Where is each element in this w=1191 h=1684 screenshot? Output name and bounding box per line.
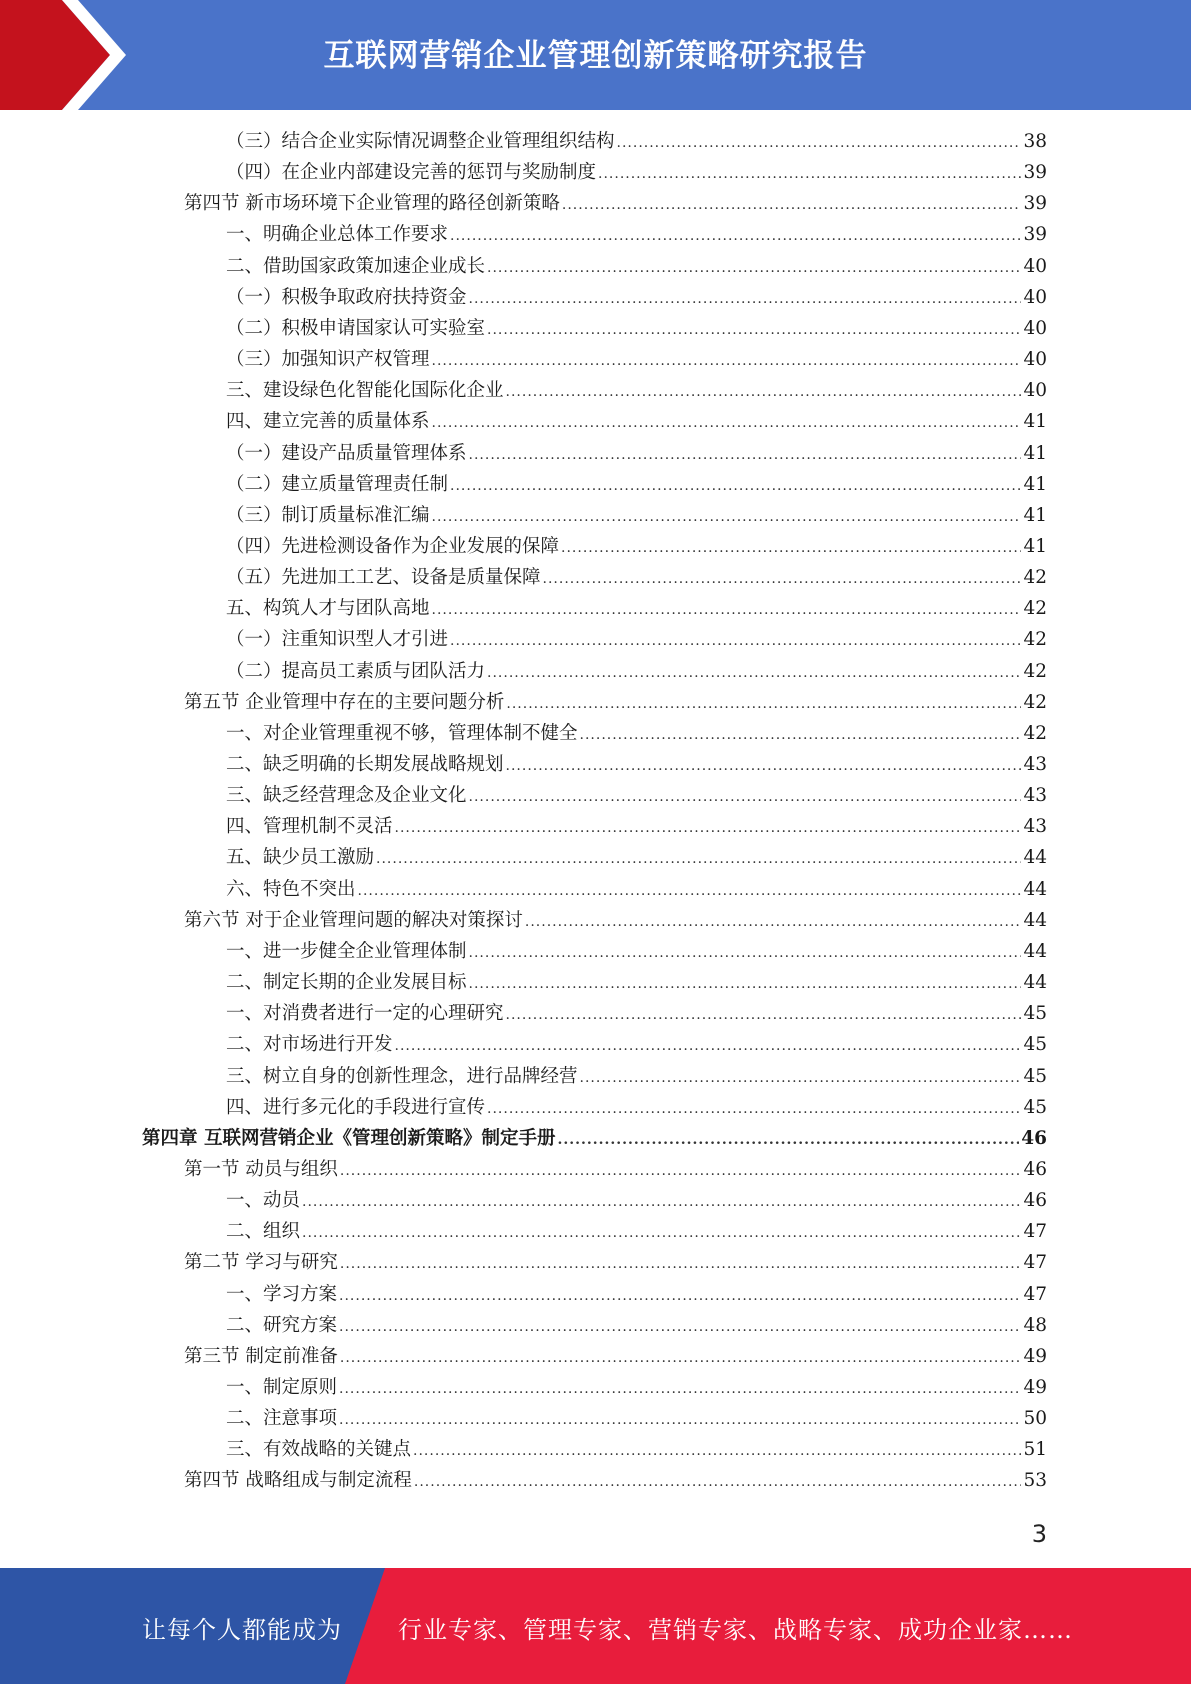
toc-entry-label: 第四节 新市场环境下企业管理的路径创新策略 [184,193,560,215]
toc-entry-label: （五）先进加工工艺、设备是质量保障 [226,567,541,589]
toc-entry[interactable] [226,1185,1047,1216]
toc-entry-label: 四、建立完善的质量体系 [226,411,430,433]
toc-leader-dots [339,1374,1021,1405]
toc-entry[interactable] [226,811,1047,842]
toc-entry-label: （二）提高员工素质与团队活力 [226,660,486,682]
toc-entry-page: 41 [1023,504,1047,526]
toc-entry-page: 44 [1023,940,1047,962]
toc-entry[interactable] [226,1372,1047,1403]
toc-entry[interactable] [226,219,1047,250]
toc-entry-page: 47 [1023,1221,1047,1243]
toc-entry-label: 第三节 制定前准备 [184,1345,338,1367]
toc-entry-label: 二、组织 [226,1221,301,1243]
toc-entry[interactable] [226,438,1047,469]
toc-entry-label: （三）结合企业实际情况调整企业管理组织结构 [226,131,615,152]
toc-entry-page: 42 [1023,629,1047,651]
toc-entry-label: 一、制定原则 [226,1377,338,1398]
toc-leader-dots [506,377,1022,408]
toc-entry-page: 41 [1023,411,1047,433]
toc-entry-page: 45 [1023,1003,1047,1025]
toc-entry[interactable] [226,1434,1047,1465]
toc-entry-label: 第四章 互联网营销企业《管理创新策略》制定手册 [142,1127,556,1149]
toc-entry-page: 44 [1023,909,1047,931]
toc-leader-dots [432,408,1022,439]
toc-entry[interactable] [226,967,1047,998]
toc-entry-page: 39 [1023,193,1047,215]
toc-entry-label: 第五节 企业管理中存在的主要问题分析 [184,691,505,713]
toc-leader-dots [557,1125,1019,1156]
toc-entry-page: 47 [1023,1252,1047,1274]
toc-entry[interactable] [142,1123,1047,1154]
toc-entry[interactable] [226,1279,1047,1310]
toc-entry-page: 42 [1023,567,1047,589]
toc-leader-dots [432,595,1022,626]
toc-leader-dots [339,1281,1021,1312]
toc-leader-dots [469,284,1022,315]
toc-entry-page: 43 [1023,816,1047,838]
toc-entry[interactable] [226,562,1047,593]
toc-entry[interactable] [226,126,1047,157]
toc-leader-dots [561,533,1021,564]
toc-leader-dots [506,1000,1022,1031]
toc-leader-dots [562,190,1022,221]
toc-entry-label: 第二节 学习与研究 [184,1252,338,1274]
toc-entry-page: 42 [1023,660,1047,682]
toc-entry-page: 45 [1023,1096,1047,1118]
toc-leader-dots [339,1312,1021,1343]
toc-entry-page: 47 [1023,1283,1047,1305]
toc-entry-page: 45 [1023,1034,1047,1056]
toc-entry-page: 40 [1023,349,1047,371]
toc-entry[interactable] [226,656,1047,687]
footer-slogan-right: 行业专家、管理专家、营销专家、战略专家、成功企业家…… [398,1616,1073,1644]
toc-leader-dots [469,782,1022,813]
toc-entry-page: 50 [1023,1408,1047,1430]
toc-entry[interactable] [226,936,1047,967]
toc-entry-label: 一、进一步健全企业管理体制 [226,940,467,962]
toc-entry-label: 二、借助国家政策加速企业成长 [226,255,486,277]
toc-entry-label: （二）积极申请国家认可实验室 [226,317,486,339]
toc-entry-label: （一）积极争取政府扶持资金 [226,286,467,308]
toc-entry[interactable] [226,874,1047,905]
toc-leader-dots [487,253,1021,284]
toc-entry[interactable] [226,1216,1047,1247]
toc-leader-dots [450,221,1021,252]
toc-entry-label: 二、制定长期的企业发展目标 [226,972,467,994]
toc-entry-label: 二、注意事项 [226,1408,338,1430]
toc-entry-label: 第一节 动员与组织 [184,1158,338,1180]
toc-leader-dots [376,844,1021,875]
toc-entry[interactable] [184,687,1047,718]
toc-leader-dots [432,346,1022,377]
toc-leader-dots [340,1343,1022,1374]
toc-entry-label: 三、树立自身的创新性理念，进行品牌经营 [226,1065,578,1087]
footer-slogan-left: 让每个人都能成为 [142,1616,342,1644]
toc-leader-dots [617,128,1022,159]
toc-leader-dots [506,751,1022,782]
toc-entry-page: 42 [1023,598,1047,620]
page-footer [0,1568,1191,1684]
toc-entry[interactable] [226,1403,1047,1434]
toc-entry-label: （一）建设产品质量管理体系 [226,442,467,464]
toc-entry-label: 五、构筑人才与团队高地 [226,598,430,620]
toc-entry-page: 39 [1023,224,1047,246]
toc-leader-dots [469,969,1022,1000]
toc-entry-label: （二）建立质量管理责任制 [226,473,449,495]
toc-leader-dots [450,626,1021,657]
toc-entry[interactable] [226,998,1047,1029]
toc-leader-dots [525,907,1022,938]
toc-entry-label: 五、缺少员工激励 [226,847,375,869]
toc-entry-label: 二、缺乏明确的长期发展战略规划 [226,754,504,775]
toc-entry-label: （三）制订质量标准汇编 [226,504,430,526]
toc-entry-page: 44 [1023,847,1047,869]
toc-leader-dots [414,1467,1022,1498]
toc-entry-label: 二、研究方案 [226,1314,338,1336]
toc-entry[interactable] [226,500,1047,531]
toc-entry-page: 43 [1023,785,1047,807]
toc-entry[interactable] [226,1029,1047,1060]
toc-entry[interactable] [226,282,1047,313]
toc-entry[interactable] [226,375,1047,406]
toc-entry-label: （一）注重知识型人才引进 [226,629,449,651]
toc-entry[interactable] [226,469,1047,500]
toc-entry-page: 41 [1023,442,1047,464]
toc-entry-label: 一、明确企业总体工作要求 [226,224,449,246]
toc-entry-page: 40 [1023,317,1047,339]
toc-leader-dots [432,502,1022,533]
toc-leader-dots [469,938,1022,969]
toc-entry[interactable] [226,1092,1047,1123]
toc-entry-page: 42 [1023,722,1047,744]
toc-entry-label: 一、学习方案 [226,1283,338,1305]
toc-leader-dots [487,658,1021,689]
toc-entry-label: 三、缺乏经营理念及企业文化 [226,785,467,807]
toc-entry[interactable] [226,1310,1047,1341]
toc-entry-label: 二、对市场进行开发 [226,1034,393,1056]
toc-entry[interactable] [226,313,1047,344]
toc-leader-dots [543,564,1022,595]
toc-entry-label: 第六节 对于企业管理问题的解决对策探讨 [184,909,523,931]
toc-entry-page: 38 [1023,131,1047,152]
toc-entry-label: 三、有效战略的关键点 [226,1439,412,1461]
toc-entry-page: 40 [1023,380,1047,402]
toc-leader-dots [340,1249,1022,1280]
toc-entry[interactable] [184,905,1047,936]
toc-entry-label: 第四节 战略组成与制定流程 [184,1470,412,1492]
toc-entry[interactable] [184,1247,1047,1278]
toc-leader-dots [598,159,1021,190]
toc-entry[interactable] [226,842,1047,873]
toc-entry-page: 46 [1023,1190,1047,1212]
toc-leader-dots [487,315,1021,346]
toc-entry[interactable] [226,780,1047,811]
toc-entry-page: 53 [1023,1470,1047,1492]
toc-entry-page: 39 [1023,162,1047,184]
toc-entry-page: 49 [1023,1345,1047,1367]
toc-leader-dots [506,689,1021,720]
toc-entry-label: （三）加强知识产权管理 [226,349,430,371]
toc-leader-dots [450,471,1021,502]
toc-leader-dots [339,1405,1021,1436]
toc-entry[interactable] [226,157,1047,188]
toc-entry[interactable] [226,406,1047,437]
toc-leader-dots [302,1187,1021,1218]
toc-entry-page: 51 [1023,1439,1047,1461]
toc-entry-page: 42 [1023,691,1047,713]
toc-leader-dots [340,1156,1022,1187]
toc-entry-page: 48 [1023,1314,1047,1336]
report-title: 互联网营销企业管理创新策略研究报告 [323,38,868,74]
toc-entry[interactable] [226,624,1047,655]
toc-entry-label: 四、管理机制不灵活 [226,816,393,838]
toc-entry-page: 45 [1023,1065,1047,1087]
toc-entry-label: 一、动员 [226,1190,301,1212]
toc-entry[interactable] [226,593,1047,624]
toc-entry-page: 41 [1023,473,1047,495]
toc-entry[interactable] [184,1154,1047,1185]
toc-entry-page: 44 [1023,878,1047,900]
toc-entry[interactable] [184,1341,1047,1372]
toc-entry-page: 40 [1023,286,1047,308]
toc-entry-page: 43 [1023,754,1047,775]
toc-entry-label: 四、进行多元化的手段进行宣传 [226,1096,486,1118]
toc-leader-dots [358,876,1022,907]
toc-entry[interactable] [226,1061,1047,1092]
page-number: 3 [1031,1520,1047,1548]
toc-leader-dots [580,1063,1022,1094]
toc-entry-label: 六、特色不突出 [226,878,356,900]
toc-entry[interactable] [226,251,1047,282]
toc-entry[interactable] [184,188,1047,219]
toc-leader-dots [413,1436,1021,1467]
toc-leader-dots [395,1031,1022,1062]
toc-entry-page: 49 [1023,1377,1047,1398]
toc-entry[interactable] [226,749,1047,780]
toc-entry-page: 40 [1023,255,1047,277]
toc-entry-label: 一、对企业管理重视不够，管理体制不健全 [226,722,578,744]
toc-entry-page: 44 [1023,972,1047,994]
toc-entry-page: 41 [1023,535,1047,557]
toc-leader-dots [580,720,1022,751]
toc-entry[interactable] [184,1465,1047,1496]
toc-entry-page: 46 [1021,1127,1047,1149]
toc-entry-page: 46 [1023,1158,1047,1180]
toc-entry-label: （四）先进检测设备作为企业发展的保障 [226,535,560,557]
toc-leader-dots [395,813,1022,844]
toc-entry[interactable] [226,718,1047,749]
toc-entry-label: 三、建设绿色化智能化国际化企业 [226,380,504,402]
toc-entry[interactable] [226,531,1047,562]
toc-entry[interactable] [226,344,1047,375]
toc-leader-dots [469,440,1022,471]
toc-entry-label: 一、对消费者进行一定的心理研究 [226,1003,504,1025]
page-header [0,0,1191,110]
toc-entry-label: （四）在企业内部建设完善的惩罚与奖励制度 [226,162,597,184]
toc-leader-dots [487,1094,1021,1125]
toc-leader-dots [302,1218,1021,1249]
